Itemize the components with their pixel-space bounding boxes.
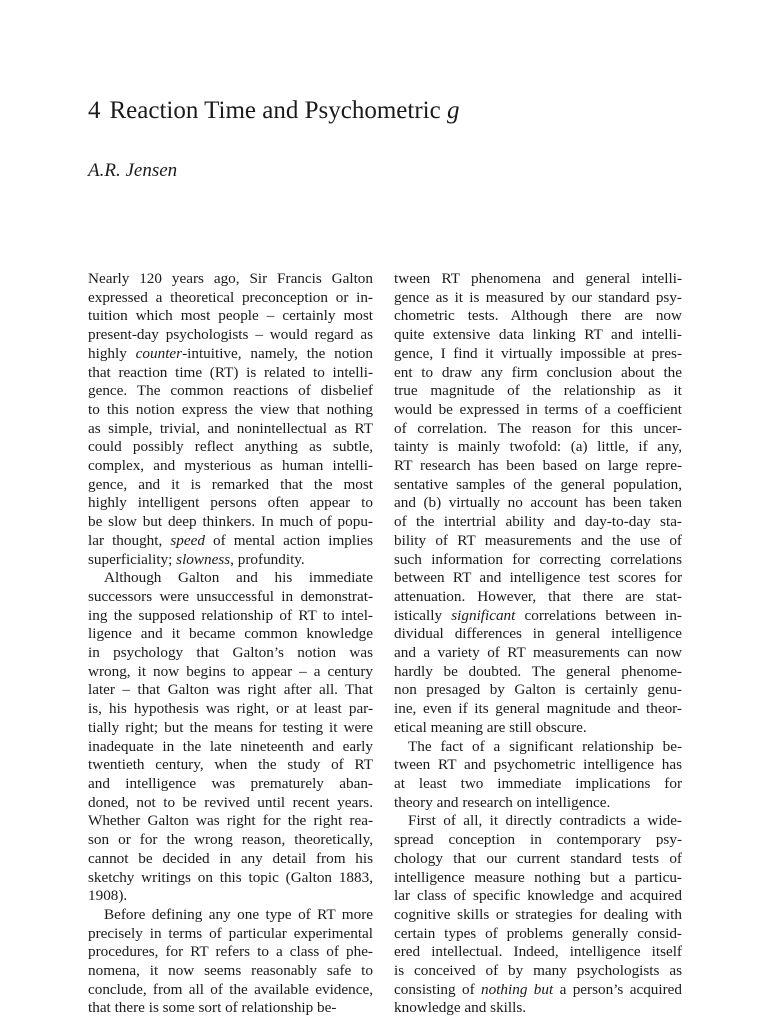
- text-line: ligence and it became common knowledge: [88, 625, 373, 643]
- text-line: twentieth century, when the study of RT: [88, 756, 373, 774]
- text-line: and intelligence was prematurely aban-: [88, 774, 373, 792]
- author-name: A.R. Jensen: [88, 160, 178, 181]
- text-line: lar class of specific knowledge and acquired: [394, 887, 682, 905]
- text-line: son or for the wrong reason, theoretically,: [88, 831, 373, 849]
- text-line: of correlation. The reason for this uncer-: [394, 419, 682, 437]
- text-line: dividual differences in general intelligence: [394, 625, 682, 643]
- text-line: intelligence measure nothing but a particu-: [394, 868, 682, 886]
- text-line: spread conception in contemporary psy-: [394, 831, 682, 849]
- text-line: and (b) virtually no account has been taken: [394, 494, 682, 512]
- text-line: 1908).: [88, 887, 128, 905]
- text-line: nomena, it now seems reasonably safe to: [88, 962, 373, 980]
- text-line: cannot be decided in any detail from his: [88, 849, 373, 867]
- text-line: ine, even if its general magnitude and theor-: [394, 700, 682, 718]
- left-column: [88, 270, 373, 1018]
- text-line: would be expressed in terms of a coefficient: [394, 400, 682, 418]
- text-line: later – that Galton was right after all. That: [88, 681, 373, 699]
- chapter-title: [88, 94, 459, 128]
- text-line: such information for correcting correlations: [394, 550, 682, 568]
- text-line: in psychology that Galton’s notion was: [88, 644, 373, 662]
- text-line: sketchy writings on this topic (Galton 1883,: [88, 868, 373, 886]
- text-line: between RT and intelligence test scores for: [394, 569, 682, 587]
- text-line: gence. The common reactions of disbelief: [88, 382, 373, 400]
- text-line: quite extensive data linking RT and intelli-: [394, 326, 682, 344]
- text-line: doned, not to be revived until recent years.: [88, 793, 373, 811]
- text-line: lar thought, speed of mental action implies: [88, 531, 373, 549]
- text-line: chometric tests. Although there are now: [394, 307, 682, 325]
- text-line: First of all, it directly contradicts a wide-: [408, 812, 682, 830]
- text-line: cognitive skills or strategies for dealing with: [394, 905, 682, 923]
- text-line: Although Galton and his immediate: [104, 569, 373, 587]
- text-line: gence, I find it virtually impossible at pres-: [394, 344, 682, 362]
- text-line: wrong, it now begins to appear – a century: [88, 662, 373, 680]
- text-line: non presaged by Galton is certainly genu-: [394, 681, 682, 699]
- text-line: superficiality; slowness, profundity.: [88, 550, 305, 568]
- text-line: true magnitude of the relationship as it: [394, 382, 682, 400]
- chapter-number: 4: [88, 97, 101, 124]
- text-line: highly intelligent persons often appear to: [88, 494, 373, 512]
- text-line: complex, and mysterious as human intelli-: [88, 457, 373, 475]
- text-line: tuition which most people – certainly most: [88, 307, 373, 325]
- text-line: ered intellectual. Indeed, intelligence itself: [394, 943, 682, 961]
- emphasis: speed: [170, 531, 205, 549]
- text-line: RT research has been based on large repre-: [394, 457, 682, 475]
- text-line: that reaction time (RT) is related to intelli-: [88, 363, 373, 381]
- text-line: that there is some sort of relationship be-: [88, 999, 337, 1017]
- text-line: present-day psychologists – would regard as: [88, 326, 373, 344]
- text-line: expressed a theoretical preconception or in-: [88, 288, 373, 306]
- text-line: chology that our current standard tests of: [394, 849, 682, 867]
- text-line: knowledge and skills.: [394, 999, 527, 1017]
- text-line: Whether Galton was right for the right rea-: [88, 812, 373, 830]
- text-line: ing the supposed relationship of RT to intel-: [88, 606, 373, 624]
- chapter-title-g: g: [446, 97, 460, 124]
- text-line: is conceived of by many psychologists as: [394, 962, 682, 980]
- text-line: hardly be doubted. The general phenome-: [394, 662, 682, 680]
- text-line: tween RT and psychometric intelligence has: [394, 756, 682, 774]
- text-line: to this notion express the view that nothing: [88, 400, 373, 418]
- text-line: sentative samples of the general population,: [394, 475, 682, 493]
- right-column: [394, 270, 682, 1018]
- text-line: inadequate in the late nineteenth and early: [88, 737, 373, 755]
- text-line: and a variety of RT measurements can now: [394, 644, 682, 662]
- emphasis: nothing but: [481, 980, 554, 998]
- text-line: consisting of nothing but a person’s acquired: [394, 980, 682, 998]
- text-line: ent to draw any firm conclusion about the: [394, 363, 682, 381]
- emphasis: slowness: [176, 550, 231, 568]
- text-line: be slow but deep thinkers. In much of popu-: [88, 513, 373, 531]
- text-line: gence as it is measured by our standard psy-: [394, 288, 682, 306]
- text-line: of the intertrial ability and day-to-day sta-: [394, 513, 682, 531]
- text-line: precisely in terms of particular experimental: [88, 924, 373, 942]
- text-line: etical meaning are still obscure.: [394, 718, 587, 736]
- text-line: highly counter-intuitive, namely, the notion: [88, 344, 373, 362]
- text-line: Before defining any one type of RT more: [104, 905, 373, 923]
- text-line: Nearly 120 years ago, Sir Francis Galton: [88, 270, 373, 287]
- text-line: procedures, for RT refers to a class of phe-: [88, 943, 373, 961]
- text-line: attenuation. However, that there are stat-: [394, 587, 682, 605]
- text-line: The fact of a significant relationship be-: [408, 737, 682, 755]
- text-line: bility of RT measurements and the use of: [394, 531, 682, 549]
- text-line: successors were unsuccessful in demonstrat-: [88, 587, 373, 605]
- text-line: tainty is mainly twofold: (a) little, if any,: [394, 438, 682, 456]
- text-line: theory and research on intelligence.: [394, 793, 611, 811]
- text-line: gence, and it is remarked that the most: [88, 475, 373, 493]
- text-line: certain types of problems generally consid-: [394, 924, 682, 942]
- emphasis: counter: [135, 344, 183, 362]
- chapter-title-text: Reaction Time and Psychometric: [109, 97, 441, 124]
- text-line: conclude, from all of the available evidence,: [88, 980, 373, 998]
- text-line: could possibly reflect anything as subtle,: [88, 438, 373, 456]
- text-line: tially right; but the means for testing it were: [88, 718, 373, 736]
- emphasis: significant: [451, 606, 516, 624]
- text-line: as simple, trivial, and nonintellectual as RT: [88, 419, 373, 437]
- text-line: tween RT phenomena and general intelli-: [394, 270, 682, 287]
- text-line: istically significant correlations between in-: [394, 606, 682, 624]
- text-line: at least two immediate implications for: [394, 774, 682, 792]
- text-line: is, his hypothesis was right, or at least par-: [88, 700, 373, 718]
